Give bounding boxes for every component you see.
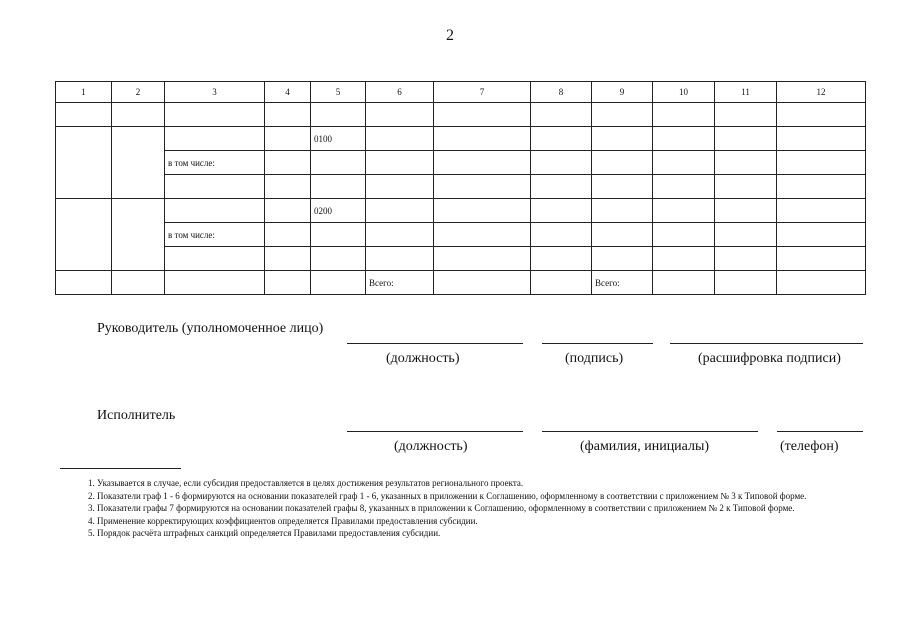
table-row <box>56 151 866 175</box>
head-signature-line <box>542 343 653 344</box>
head-decoding-line <box>670 343 863 344</box>
column-number: 7 <box>434 82 531 103</box>
table-row <box>56 103 866 127</box>
footnote: 1. Указывается в случае, если субсидия предоставляется в целях достижения результатов регионального проекта. <box>88 478 524 488</box>
head-label: Руководитель (уполномоченное лицо) <box>97 321 324 336</box>
code-cell: 0100 <box>311 127 366 151</box>
total-label: Всего: <box>366 271 434 295</box>
column-number: 1 <box>56 82 112 103</box>
column-number: 2 <box>112 82 165 103</box>
head-signature-caption: (подпись) <box>565 351 624 366</box>
footnote: 3. Показатели графы 7 формируются на основании показателей графы 8, указанных в приложении к Соглашению, оформленному в соответствии с приложением № 2 к Типовой форме. <box>88 503 795 513</box>
footnotes <box>60 477 860 540</box>
column-number: 6 <box>366 82 434 103</box>
in-that-number-label: в том числе: <box>165 151 265 175</box>
total-label: Всего: <box>592 271 653 295</box>
table-row <box>56 247 866 271</box>
page-number: 2 <box>446 27 454 44</box>
column-number: 5 <box>311 82 366 103</box>
executor-position-caption: (должность) <box>394 439 468 454</box>
column-number: 10 <box>653 82 715 103</box>
executor-phone-caption: (телефон) <box>780 439 839 454</box>
footnote: 5. Порядок расчёта штрафных санкций определяется Правилами предоставления субсидии. <box>88 528 441 538</box>
table-cell <box>112 127 165 199</box>
executor-name-line <box>542 431 758 432</box>
column-number-row <box>56 82 866 103</box>
head-decoding-caption: (расшифровка подписи) <box>698 351 841 366</box>
column-number: 12 <box>777 82 866 103</box>
column-number: 11 <box>715 82 777 103</box>
head-position-line <box>347 343 523 344</box>
table-cell <box>56 127 112 199</box>
table-cell <box>56 199 112 271</box>
table-row <box>56 199 866 223</box>
column-number: 9 <box>592 82 653 103</box>
results-table <box>55 81 866 295</box>
table-row <box>56 223 866 247</box>
total-row <box>56 271 866 295</box>
column-number: 3 <box>165 82 265 103</box>
head-position-caption: (должность) <box>386 351 460 366</box>
table-row <box>56 175 866 199</box>
column-number: 4 <box>265 82 311 103</box>
executor-phone-line <box>777 431 863 432</box>
footnote-separator <box>60 468 181 469</box>
footnote: 2. Показатели граф 1 - 6 формируются на основании показателей граф 1 - 6, указанных в приложении к Соглашению, оформленному в соответствии с приложением № 3 к Типовой форме. <box>88 490 807 501</box>
executor-name-caption: (фамилия, инициалы) <box>580 439 710 454</box>
code-cell: 0200 <box>311 199 366 223</box>
executor-position-line <box>347 431 523 432</box>
column-number: 8 <box>531 82 592 103</box>
in-that-number-label: в том числе: <box>165 223 265 247</box>
table-row <box>56 127 866 151</box>
table-cell <box>112 199 165 271</box>
footnote: 4. Применение корректирующих коэффициентов определяется Правилами предоставления субсидии. <box>88 515 478 526</box>
executor-label: Исполнитель <box>97 408 176 423</box>
